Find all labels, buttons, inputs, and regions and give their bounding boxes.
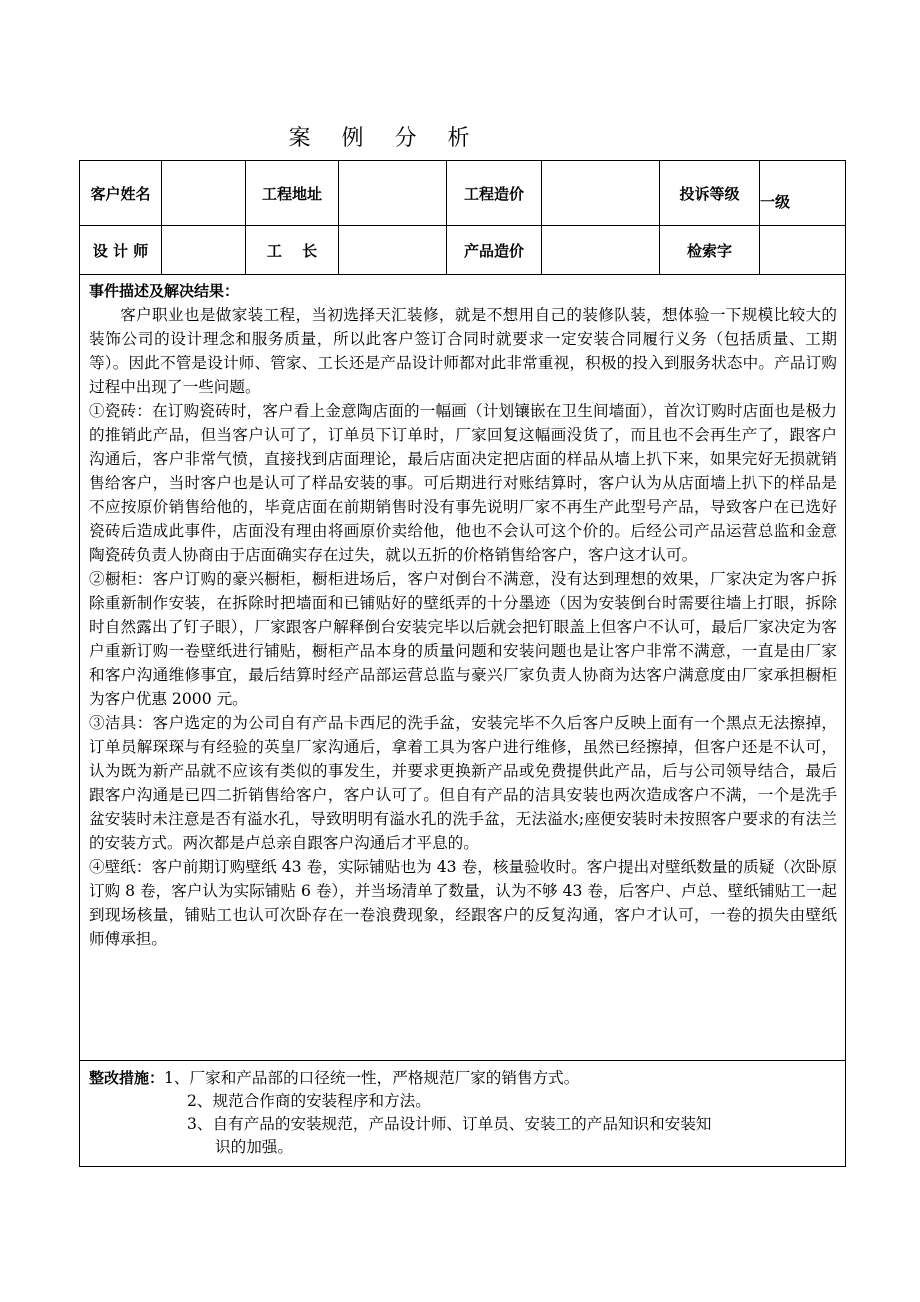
description-item-wallpaper: ④壁纸：客户前期订购壁纸 43 卷，实际铺贴也为 43 卷，核量验收时。客户提出对壁纸数量的质疑（次卧原订购 8 卷，客户认为实际铺贴 6 卷），并当场清单了数量，认为不够 43 卷，后客户、卢总、壁纸铺贴工一起到现场核量，铺贴工也认可次卧存在一卷浪费现象，经跟客户的反复沟通，客户才认可，一卷的损失由壁纸师傅承担。	[89, 858, 837, 948]
measure-item-3: 3、自有产品的安装规范，产品设计师、订单员、安装工的产品知识和安装知	[187, 1115, 712, 1133]
measures-heading: 整改措施：	[89, 1069, 165, 1087]
project-cost-value	[542, 161, 660, 226]
measure-item-2: 2、规范合作商的安装程序和方法。	[187, 1092, 431, 1110]
measure-item-1: 1、厂家和产品部的口径统一性，严格规范厂家的销售方式。	[164, 1069, 580, 1087]
designer-value	[162, 226, 246, 275]
search-key-label: 检索字	[660, 226, 760, 275]
rectification-measures-cell	[80, 1061, 846, 1167]
description-item-cabinets: ②橱柜：客户订购的豪兴橱柜，橱柜进场后，客户对倒台不满意，没有达到理想的效果，厂家决定为客户拆除重新制作安装，在拆除时把墙面和已铺贴好的壁纸弄的十分墨迹（因为安装倒台时需要往墙上打眼，拆除时自然露出了钉子眼），厂家跟客户解释倒台安装完毕以后就会把钉眼盖上但客户不认可，最后厂家决定为客户重新订购一卷壁纸进行铺贴，橱柜产品本身的质量问题和安装问题也是让客户非常不满意，一直是由厂家和客户沟通维修事宜，最后结算时经产品部运营总监与豪兴厂家负责人协商为达客户满意度由厂家承担橱柜为客户优惠 2000 元。	[89, 570, 837, 708]
designer-label: 设 计 师	[80, 226, 162, 275]
foreman-label: 工 长	[246, 226, 339, 275]
page-title: 案 例 分 析	[288, 126, 482, 151]
project-address-label: 工程地址	[246, 161, 339, 226]
complaint-level-value: 一级	[760, 161, 846, 226]
description-intro: 客户职业也是做家装工程，当初选择天汇装修，就是不想用自己的装修队装，想体验一下规模比较大的装饰公司的设计理念和服务质量，所以此客户签订合同时就要求一定安装合同履行义务（包括质量、工期等）。因此不管是设计师、管家、工长还是产品设计师都对此非常重视，积极的投入到服务状态中。产品订购过程中出现了一些问题。	[89, 306, 837, 396]
measure-item-3-continued: 识的加强。	[215, 1138, 293, 1156]
customer-name-value	[162, 161, 246, 226]
project-cost-label: 工程造价	[447, 161, 542, 226]
description-heading: 事件描述及解决结果：	[89, 282, 240, 300]
search-key-value	[760, 226, 846, 275]
project-address-value	[339, 161, 447, 226]
customer-name-label: 客户姓名	[80, 161, 162, 226]
product-cost-value	[542, 226, 660, 275]
event-description-cell	[80, 275, 846, 1061]
description-item-sanitary: ③洁具：客户选定的为公司自有产品卡西尼的洗手盆，安装完毕不久后客户反映上面有一个黑点无法擦掉，订单员解琛琛与有经验的英皇厂家沟通后，拿着工具为客户进行维修，虽然已经擦掉，但客户还是不认可，认为既为新产品就不应该有类似的事发生，并要求更换新产品或免费提供此产品，后与公司领导结合，最后跟客户沟通是已四二折销售给客户，客户认可了。但自有产品的洁具安装也两次造成客户不满，一个是洗手盆安装时未注意是否有溢水孔，导致明明有溢水孔的洗手盆，无法溢水;座便安装时未按照客户要求的有法兰的安装方式。两次都是卢总亲自跟客户沟通后才平息的。	[89, 714, 837, 852]
foreman-value	[339, 226, 447, 275]
complaint-level-label: 投诉等级	[660, 161, 760, 226]
product-cost-label: 产品造价	[447, 226, 542, 275]
description-item-tiles: ①瓷砖：在订购瓷砖时，客户看上金意陶店面的一幅画（计划镶嵌在卫生间墙面），首次订购时店面也是极力的推销此产品，但当客户认可了，订单员下订单时，厂家回复这幅画没货了，而且也不会再生产了，跟客户沟通后，客户非常气愤，直接找到店面理论，最后店面决定把店面的样品从墙上扒下来，如果完好无损就销售给客户，当时客户也是认可了样品安装的事。可后期进行对账结算时，客户认为从店面墙上扒下的样品是不应按原价销售给他的，毕竟店面在前期销售时没有事先说明厂家不再生产此型号产品，导致客户在已选好瓷砖后造成此事件，店面没有理由将画原价卖给他，他也不会认可这个价的。后经公司产品运营总监和金意陶瓷砖负责人协商由于店面确实存在过失，就以五折的价格销售给客户，客户这才认可。	[89, 402, 837, 564]
case-analysis-table	[79, 160, 846, 1167]
